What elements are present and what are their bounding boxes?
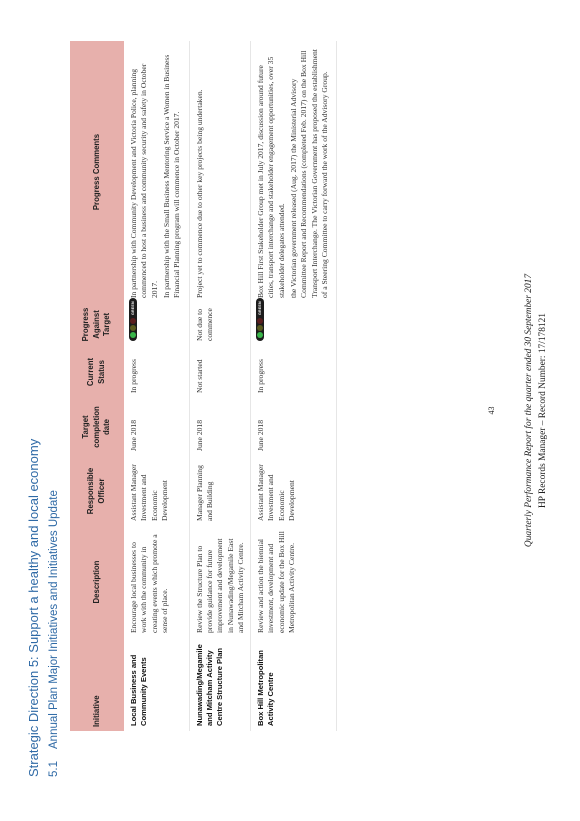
column-header: Target completion date bbox=[70, 398, 124, 456]
comment-paragraph: In partnership with the Small Business Mentoring Service a Women in Business Financial Planning program will commence in October 2017. bbox=[161, 54, 182, 298]
column-header: Progress Against Target bbox=[70, 303, 124, 346]
progress-cell bbox=[124, 303, 189, 346]
status-cell: Not started bbox=[189, 346, 251, 398]
progress-cell bbox=[251, 303, 337, 346]
officer-cell: Assistant Manager Investment and Economic Development bbox=[251, 456, 337, 526]
target-date-cell: June 2018 bbox=[189, 398, 251, 456]
column-header: Responsible Officer bbox=[70, 456, 124, 526]
indicator-label: GREEN bbox=[130, 301, 135, 315]
initiatives-table bbox=[70, 41, 337, 731]
comments-cell bbox=[251, 41, 337, 303]
status-cell: In progress bbox=[124, 346, 189, 398]
target-date-cell: June 2018 bbox=[124, 398, 189, 456]
target-date-cell: June 2018 bbox=[251, 398, 337, 456]
comment-paragraph: Project yet to commence due to other key projects being undertaken. bbox=[194, 89, 204, 298]
table-row bbox=[124, 41, 189, 731]
initiative-cell: Nunawading/Megamile and Mitcham Activity Centre Structure Plan bbox=[189, 638, 251, 731]
section-heading: Strategic Direction 5: Support a healthy and local economy bbox=[26, 438, 41, 777]
column-header: Progress Comments bbox=[70, 41, 124, 303]
description-cell: Encourage local businesses to work with the community in creating events which promote a sense of place. bbox=[124, 526, 189, 638]
column-header: Description bbox=[70, 526, 124, 638]
traffic-light-icon bbox=[256, 298, 264, 341]
table-row bbox=[251, 41, 337, 731]
subsection-number: 5.1 bbox=[48, 761, 60, 777]
footer-report-title: Quarterly Performance Report for the quarter ended 30 September 2017 bbox=[524, 273, 534, 548]
table-header-row bbox=[70, 41, 124, 731]
description-cell: Review the Structure Plan to provide guidance for future improvement and development in Nunawading/Megamile East and Mitcham Activity Centre. bbox=[189, 526, 251, 638]
column-header: Initiative bbox=[70, 638, 124, 731]
comments-cell bbox=[189, 41, 251, 303]
page-number: 43 bbox=[487, 406, 496, 415]
comment-paragraph: In partnership with Community Development and Victoria Police, planning commenced to host a business and community security and safety in October 2017. bbox=[129, 63, 159, 298]
officer-cell: Manager Planning and Building bbox=[189, 456, 251, 526]
description-cell: Review and action the biennial investment, development and economic update for the Box Hill Metropolitan Activity Centre. bbox=[251, 526, 337, 638]
column-header: Current Status bbox=[70, 346, 124, 398]
subsection-heading bbox=[48, 490, 60, 777]
indicator-label: GREEN bbox=[257, 301, 262, 315]
table-row bbox=[189, 41, 251, 731]
status-cell: In progress bbox=[251, 346, 337, 398]
comments-cell bbox=[124, 41, 189, 303]
footer-record-number: HP Records Manager – Record Number: 17/178121 bbox=[538, 313, 548, 508]
traffic-light-icon bbox=[129, 298, 137, 341]
comment-paragraph: the Victorian government released (Aug. 2017) the Ministerial Advisory Committee Report and Recommendations (completed Feb. 2017) on the Box Hill Transport Interchange. The Victorian Government has proposed the establishment of a Steering Committee to carry forward the work of the Advisory Group. bbox=[289, 49, 329, 298]
initiative-cell: Local Business and Community Events bbox=[124, 638, 189, 731]
officer-cell: Assistant Manager Investment and Economic Development bbox=[124, 456, 189, 526]
comment-paragraph: Box Hill First Stakeholder Group met in July 2017, discussion around future cities, transport interchange and stakeholder engagement opportunities, over 35 stakeholder delegates attended. bbox=[256, 56, 286, 298]
progress-cell: Not due to commence bbox=[189, 303, 251, 346]
initiative-cell: Box Hill Metropolitan Activity Centre bbox=[251, 638, 337, 731]
subsection-title: Annual Plan Major Initiatives and Initiatives Update bbox=[48, 490, 60, 749]
